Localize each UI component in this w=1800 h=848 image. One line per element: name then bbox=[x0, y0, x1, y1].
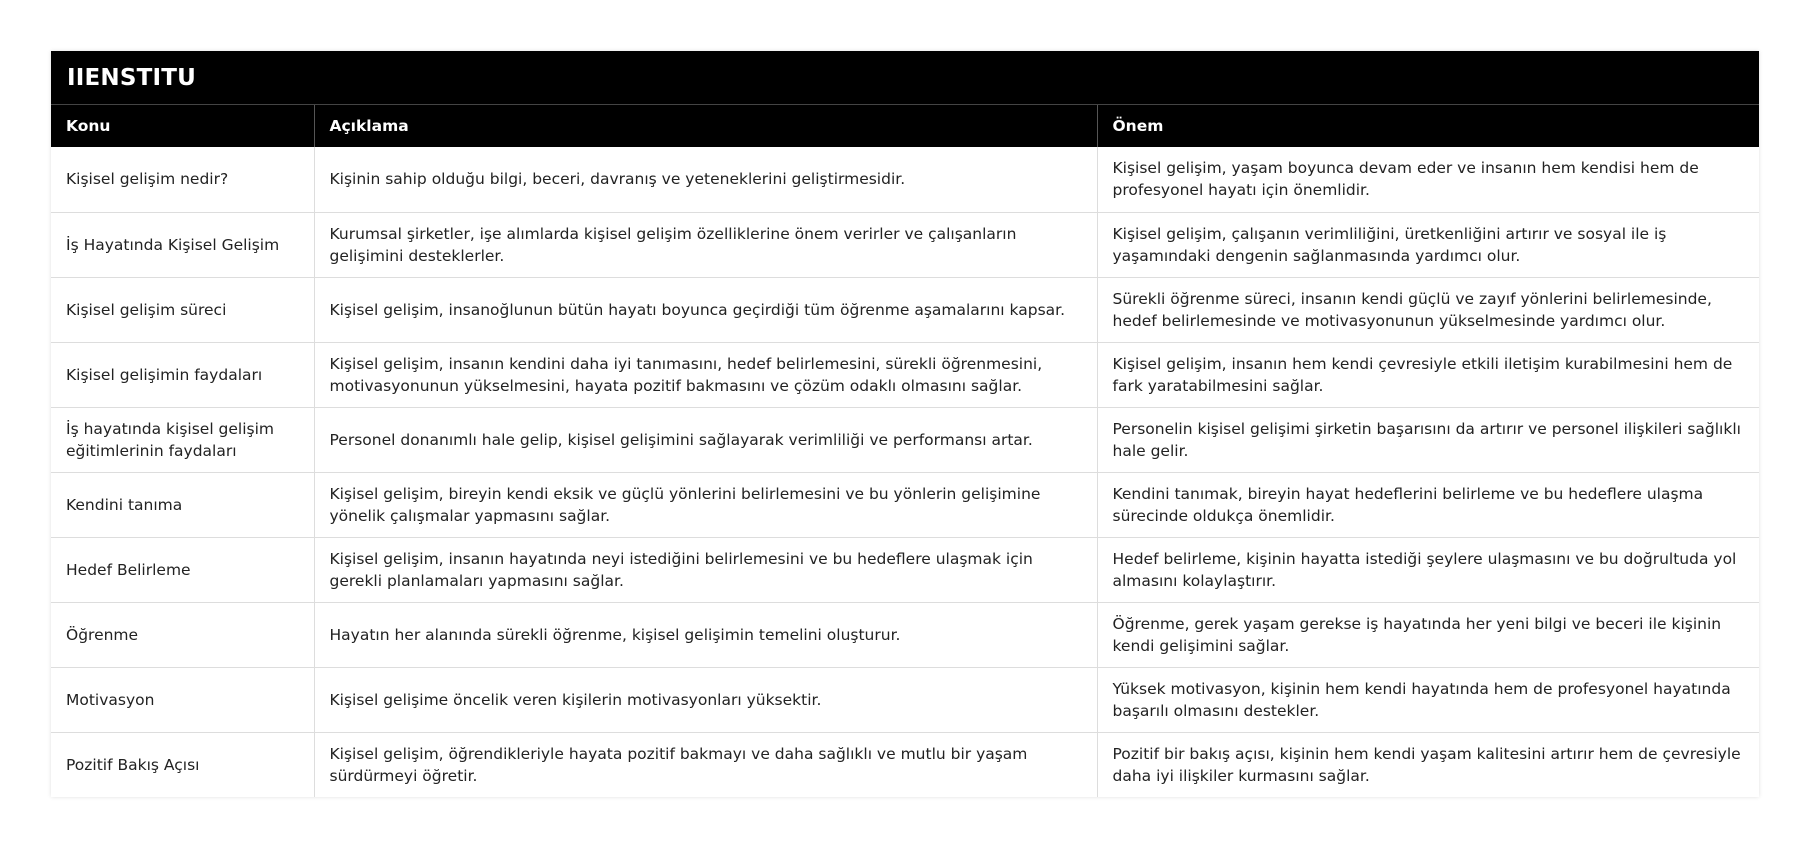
table-row bbox=[51, 667, 1759, 732]
cell-konu: Pozitif Bakış Açısı bbox=[66, 755, 200, 774]
column-header-onem: Önem bbox=[1097, 105, 1759, 147]
table-row bbox=[51, 537, 1759, 602]
cell-konu: Kişisel gelişim nedir? bbox=[51, 147, 314, 212]
cell-onem: Kişisel gelişim, çalışanın verimliliğini, üretkenliğini artırır ve sosyal ile iş yaşamındaki dengenin sağlanmasında yardımcı olur. bbox=[1097, 212, 1759, 277]
cell-onem: Personelin kişisel gelişimi şirketin başarısını da artırır ve personel ilişkileri sağlıklı hale gelir. bbox=[1097, 407, 1759, 472]
cell-aciklama: Kişisel gelişim, öğrendikleriyle hayata pozitif bakmayı ve daha sağlıklı ve mutlu bir yaşam sürdürmeyi öğretir. bbox=[314, 732, 1097, 797]
cell-aciklama: Kişinin sahip olduğu bilgi, beceri, davranış ve yeteneklerini geliştirmesidir. bbox=[314, 147, 1097, 212]
cell-onem: Kişisel gelişim, yaşam boyunca devam eder ve insanın hem kendisi hem de profesyonel hayatı için önemlidir. bbox=[1097, 147, 1759, 212]
header-row bbox=[51, 105, 1759, 147]
cell-aciklama: Personel donanımlı hale gelip, kişisel gelişimini sağlayarak verimliliği ve performansı artar. bbox=[314, 407, 1097, 472]
content-table bbox=[51, 105, 1759, 797]
cell-aciklama: Kişisel gelişim, bireyin kendi eksik ve güçlü yönlerini belirlemesini ve bu yönlerin gelişimine yönelik çalışmalar yapmasını sağlar. bbox=[314, 472, 1097, 537]
cell-onem: Sürekli öğrenme süreci, insanın kendi güçlü ve zayıf yönlerini belirlemesinde, hedef belirlemesinde ve motivasyonunun yükselmesinde yardımcı olur. bbox=[1097, 277, 1759, 342]
cell-onem: Pozitif bir bakış açısı, kişinin hem kendi yaşam kalitesini artırır hem de çevresiyle daha iyi ilişkiler kurmasını sağlar. bbox=[1097, 732, 1759, 797]
cell-aciklama: Kişisel gelişim, insanın kendini daha iyi tanımasını, hedef belirlemesini, sürekli öğrenmesini, motivasyonunun yükselmesini, hayata pozitif bakmasını ve çözüm odaklı olmasını sağlar. bbox=[314, 342, 1097, 407]
cell-aciklama: Kişisel gelişime öncelik veren kişilerin motivasyonları yüksektir. bbox=[314, 667, 1097, 732]
cell-konu: Öğrenme bbox=[51, 602, 314, 667]
table-row bbox=[51, 732, 1759, 797]
cell-konu: İş hayatında kişisel gelişim eğitimlerinin faydaları bbox=[51, 407, 314, 472]
table-row bbox=[51, 277, 1759, 342]
cell-aciklama: Kurumsal şirketler, işe alımlarda kişisel gelişim özelliklerine önem verirler ve çalışanların gelişimini desteklerler. bbox=[314, 212, 1097, 277]
table-title: IIENSTITU bbox=[51, 51, 1759, 105]
cell-onem: Kişisel gelişim, insanın hem kendi çevresiyle etkili iletişim kurabilmesini hem de fark yaratabilmesini sağlar. bbox=[1097, 342, 1759, 407]
cell-onem: Öğrenme, gerek yaşam gerekse iş hayatında her yeni bilgi ve beceri ile kişinin kendi gelişimini sağlar. bbox=[1097, 602, 1759, 667]
table-row bbox=[51, 342, 1759, 407]
table-row bbox=[51, 407, 1759, 472]
cell-konu: Kişisel gelişim süreci bbox=[51, 277, 314, 342]
table-card bbox=[51, 51, 1759, 797]
table-row bbox=[51, 602, 1759, 667]
cell-konu: Hedef Belirleme bbox=[51, 537, 314, 602]
cell-onem: Yüksek motivasyon, kişinin hem kendi hayatında hem de profesyonel hayatında başarılı olmasını destekler. bbox=[1097, 667, 1759, 732]
table-row bbox=[51, 212, 1759, 277]
cell-konu: Motivasyon bbox=[51, 667, 314, 732]
cell-onem: Hedef belirleme, kişinin hayatta istediği şeylere ulaşmasını ve bu doğrultuda yol almasını kolaylaştırır. bbox=[1097, 537, 1759, 602]
column-header-aciklama: Açıklama bbox=[314, 105, 1097, 147]
cell-aciklama: Hayatın her alanında sürekli öğrenme, kişisel gelişimin temelini oluşturur. bbox=[314, 602, 1097, 667]
cell-aciklama: Kişisel gelişim, insanoğlunun bütün hayatı boyunca geçirdiği tüm öğrenme aşamalarını kapsar. bbox=[314, 277, 1097, 342]
table-row bbox=[51, 472, 1759, 537]
cell-aciklama: Kişisel gelişim, insanın hayatında neyi istediğini belirlemesini ve bu hedeflere ulaşmak için gerekli planlamaları yapmasını sağlar. bbox=[314, 537, 1097, 602]
cell-onem: Kendini tanımak, bireyin hayat hedeflerini belirleme ve bu hedeflere ulaşma sürecinde oldukça önemlidir. bbox=[1097, 472, 1759, 537]
column-header-konu: Konu bbox=[51, 105, 314, 147]
cell-konu: İş Hayatında Kişisel Gelişim bbox=[51, 212, 314, 277]
cell-konu: Kendini tanıma bbox=[51, 472, 314, 537]
table-row bbox=[51, 147, 1759, 212]
cell-konu: Kişisel gelişimin faydaları bbox=[51, 342, 314, 407]
